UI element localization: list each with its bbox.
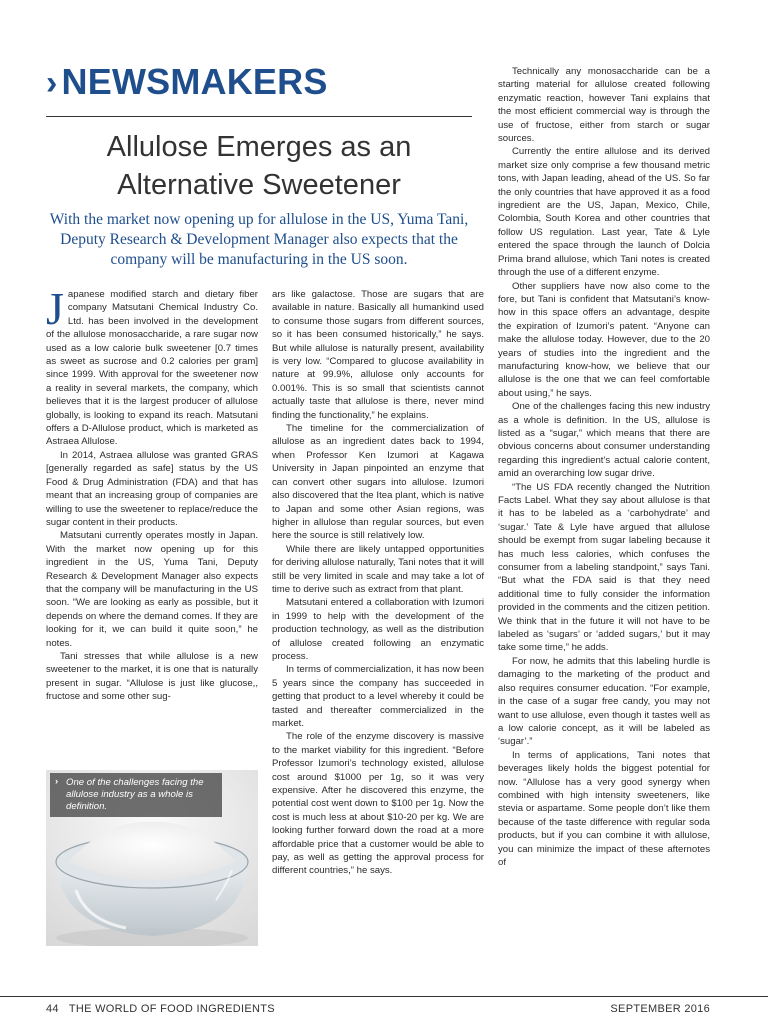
article-paragraph: Technically any monosaccharide can be a starting material for allulose created following enzymatic reaction, however Tani explains that the most efficient commercial way is through the use of fructose, either from starch or sugar sources. — [498, 66, 710, 145]
article-column-3 — [498, 65, 710, 869]
article-paragraph: Currently the entire allulose and its derived market size only comprise a few thousand metric tons, with Japan leading, ahead of the US. So far the only countries that have approved it as a food ingredient are the US, Japan, Mexico, Chile, Colombia, South Korea and other countries that follow US regulation. Last year, Tate & Lyle entered the space through the launch of Dolcia Prima brand allulose, which Tani notes is created through the use of a different enzyme. — [498, 146, 710, 279]
photo-caption — [50, 773, 222, 817]
sweetener-bowl-photo — [46, 770, 258, 946]
article-paragraph: In terms of commercialization, it has now been 5 years since the company has succeeded in getting that product to a level whereby it could be tasted and thereafter commercialized in the market. — [272, 664, 484, 729]
article-paragraph — [46, 283, 258, 449]
article-paragraph: For now, he admits that this labeling hurdle is damaging to the marketing of the product and also requires consumer education. “For example, in the case of a sugar free candy, you may not want to use allulose, even though it tastes well as a low calorie concept, as it will be labeled as ‘sugar’.” — [498, 655, 710, 748]
article-paragraph: In 2014, Astraea allulose was granted GRAS [generally regarded as safe] status by the US Food & Drug Administration (FDA) and that has meant that an increasing group of companies are willing to use the sweetener to replace/reduce the sugar content in their products. — [46, 449, 258, 528]
caption-text: One of the challenges facing the allulose industry as a whole is definition. — [66, 777, 204, 812]
section-title: NEWSMAKERS — [61, 61, 328, 102]
drop-cap: J — [46, 283, 64, 334]
article-paragraph: ars like galactose. Those are sugars that are available in nature. Basically all humankind used to consume those sugars from different sources, so it has been consumed historically,” he says. But while allulose is naturally present, availability is very low. “Compared to glucose availability in nature at 99.9%, allulose only accounts for 0.001%. This is so small that scientists cannot actually taste that allulose is there, never mind finding the functionality,” he explains. — [272, 289, 484, 421]
article-deck: With the market now opening up for allulose in the US, Yuma Tani, Deputy Research & Development Manager also expects that the company will be manufacturing in the US soon. — [49, 211, 469, 268]
article-paragraph: One of the challenges facing this new industry as a whole is definition. In the US, allulose is listed as a “sugar,” which means that there are obvious concerns about consumer understanding regarding this ingredient’s actual calorie content, amid an overarching low sugar drive. — [498, 401, 710, 480]
article-paragraph: In terms of applications, Tani notes that beverages likely holds the biggest potential for now. “Allulose has a very good synergy when combined with high intensity sweeteners, like stevia or aspartame. Some people don’t like them because of the taste difference with regular soda products, but if you can combine it with allulose, you can minimize the impact of these afternotes of — [498, 749, 710, 868]
issue-date: SEPTEMBER 2016 — [610, 1003, 710, 1015]
section-tag — [46, 62, 328, 103]
header-divider — [46, 116, 472, 117]
article-paragraph: The timeline for the commercialization of allulose as an ingredient dates back to 1994, when Professor Ken Izumori at Kagawa University in Japan pinpointed an enzyme that can convert other sugars into allulose. Izumori also discovered that the Itea plant, which is native to Japan and some other Asian regions, was higher in allulose than regular sources, but even here the source is still relatively low. — [272, 423, 484, 542]
chevron-right-icon: › — [46, 64, 58, 102]
paragraph-text: apanese modified starch and dietary fiber company Matsutani Chemical Industry Co. Ltd. has been involved in the development of the allulose monosaccharide, a rare sugar now used as a low calorie bulk sweetener [0.7 times as sweet as sucrose and 0.2 calories per gram] since 1999. With approval for the sweetener now a reality in several markets, the company, which believes that it is the largest producer of allulose globally, is looking to expand its reach. Matsutani offers a D-Allulose product, which is marketed as Astraea Allulose. — [46, 289, 258, 448]
page-number: 44 — [46, 1003, 59, 1015]
article-paragraph: While there are likely untapped opportunities for deriving allulose naturally, Tani notes that it will still be very limited in scale and may take a lot of time to derive such as extract from that plant. — [272, 543, 484, 595]
article-paragraph: Matsutani currently operates mostly in Japan. With the market now opening up for this ingredient in the US, Yuma Tani, Deputy Research & Development Manager also expects that the company will be manufacturing in the US soon. “We are looking as early as possible, but it depends on where the demand comes. If they are looking for it, we can build it quite soon,” he notes. — [46, 530, 258, 649]
publication-name: THE WORLD OF FOOD INGREDIENTS — [68, 1003, 275, 1015]
chevron-right-icon: › — [55, 776, 59, 787]
article-paragraph: Other suppliers have now also come to the fore, but Tani is confident that Matsutani’s know-how in this space offers an advantage, despite the expiration of Izumori’s patent. “Anyone can make the allulose today. However, due to the 20 years of studies into the ingredient and the manufacturing know-how, we believe that our allulose is the one that we can feel comfortable about using,” he says. — [498, 280, 710, 399]
article-column-1 — [46, 283, 258, 704]
article-paragraph: Tani stresses that while allulose is a new sweetener to the market, it is one that is naturally present in sugar. “Allulose is just like glucose,, fructose and some other sug- — [46, 650, 258, 703]
footer-left — [46, 1003, 275, 1015]
article-paragraph: “The US FDA recently changed the Nutrition Facts Label. What they say about allulose is that it has to be labeled as a ‘carbohydrate’ and ‘sugar.’ Tate & Lyle have argued that allulose should be exempt from sugar labeling because it has much less calories, which confuses the consumer from a labeling standpoint,” says Tani. “But what the FDA said is that they need additional time to fully consider the information provided in the comments and the citizen petition. We think that in the future it will not have to be labeled as ‘sugars’ or ‘added sugars,’ but it may take some time,” he adds. — [498, 481, 710, 654]
footer-divider — [0, 996, 768, 997]
article-paragraph: Matsutani entered a collaboration with Izumori in 1999 to help with the development of the production technology, as well as the distribution of allulose created following an enzymatic process. — [272, 597, 484, 662]
article-column-2 — [272, 288, 484, 878]
article-paragraph: The role of the enzyme discovery is massive to the market viability for this ingredient. “Before Professor Izumori’s technology existed, allulose cost around $1000 per 1g, so it was very expensive. After he discovered this enzyme, the potential cost went down to $100 per 1g. Now the cost is much less at about $10-20 per kg. We are looking further forward down the road at a more affordable price that a customer would be able to pay, as well as getting the approval process for different countries,” he says. — [272, 731, 484, 877]
article-headline: Allulose Emerges as an Alternative Sweetener — [106, 131, 412, 201]
